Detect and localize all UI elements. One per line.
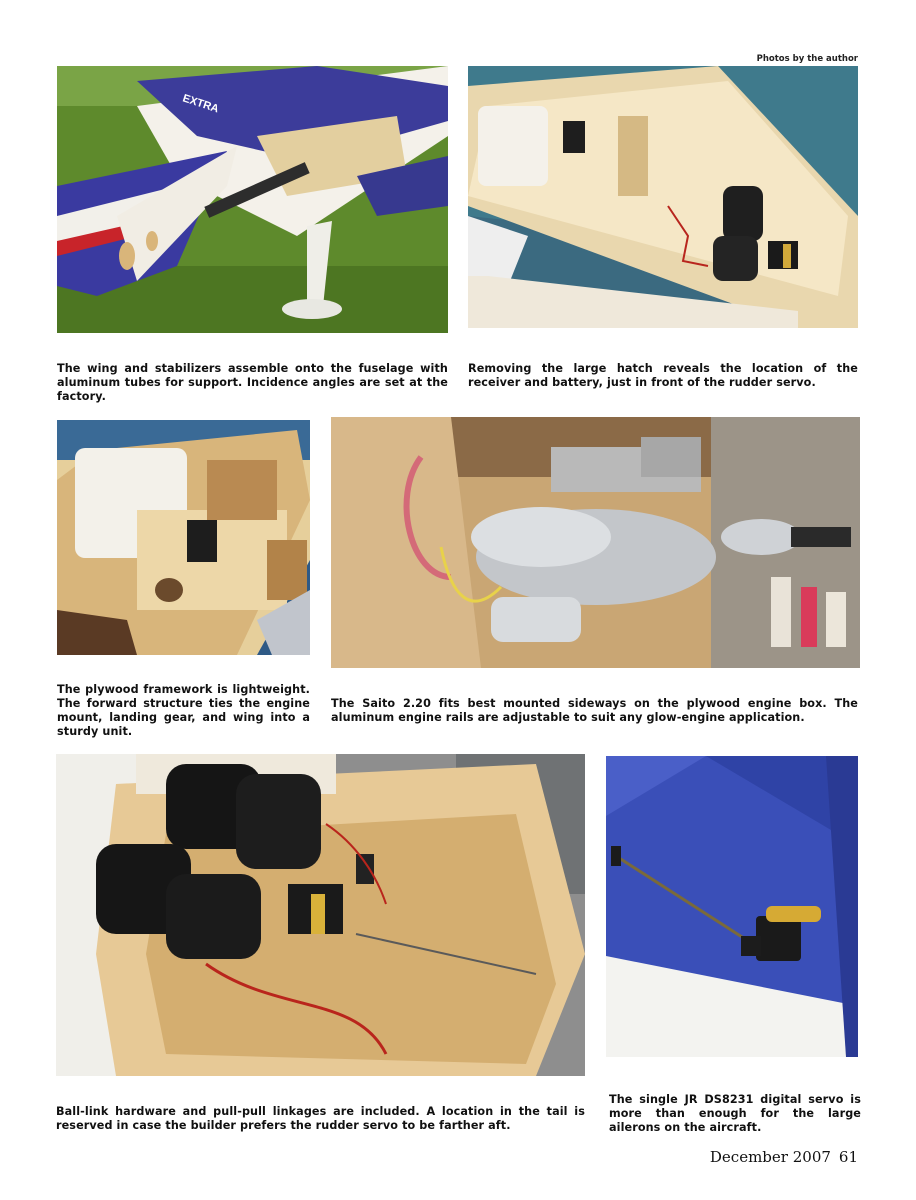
- photo-pull-pull-linkage: [56, 754, 585, 1076]
- photo-hatch-interior: [468, 66, 858, 328]
- caption-saito-engine: The Saito 2.20 fits best mounted sideways on the plywood engine box. The aluminum engine rails are adjustable to suit any glow-engine application.: [331, 697, 858, 724]
- photo-aileron-servo: [606, 756, 858, 1057]
- caption-pull-pull-linkage: Ball-link hardware and pull-pull linkages are included. A location in the tail is reserved in case the builder prefers the rudder servo to be farther aft.: [56, 1105, 585, 1132]
- caption-aileron-servo: The single JR DS8231 digital servo is more than enough for the large ailerons on the aircraft.: [609, 1093, 861, 1134]
- caption-wing-assembly: The wing and stabilizers assemble onto the fuselage with aluminum tubes for support. Incidence angles are set at the factory.: [57, 362, 448, 403]
- page-number: 61: [838, 1148, 858, 1166]
- photo-credit: Photos by the author: [756, 54, 858, 64]
- photo-wing-assembly: [57, 66, 448, 333]
- photo-saito-engine: [331, 417, 860, 668]
- page-folio: [710, 1148, 858, 1166]
- caption-plywood-framework: The plywood framework is lightweight. The forward structure ties the engine mount, landing gear, and wing into a sturdy unit.: [57, 683, 310, 738]
- caption-hatch-interior: Removing the large hatch reveals the location of the receiver and battery, just in front of the rudder servo.: [468, 362, 858, 389]
- photo-plywood-framework: [57, 420, 310, 655]
- aircraft-marking: EXTRA: [181, 92, 221, 116]
- issue-date: December 2007: [709, 1148, 831, 1166]
